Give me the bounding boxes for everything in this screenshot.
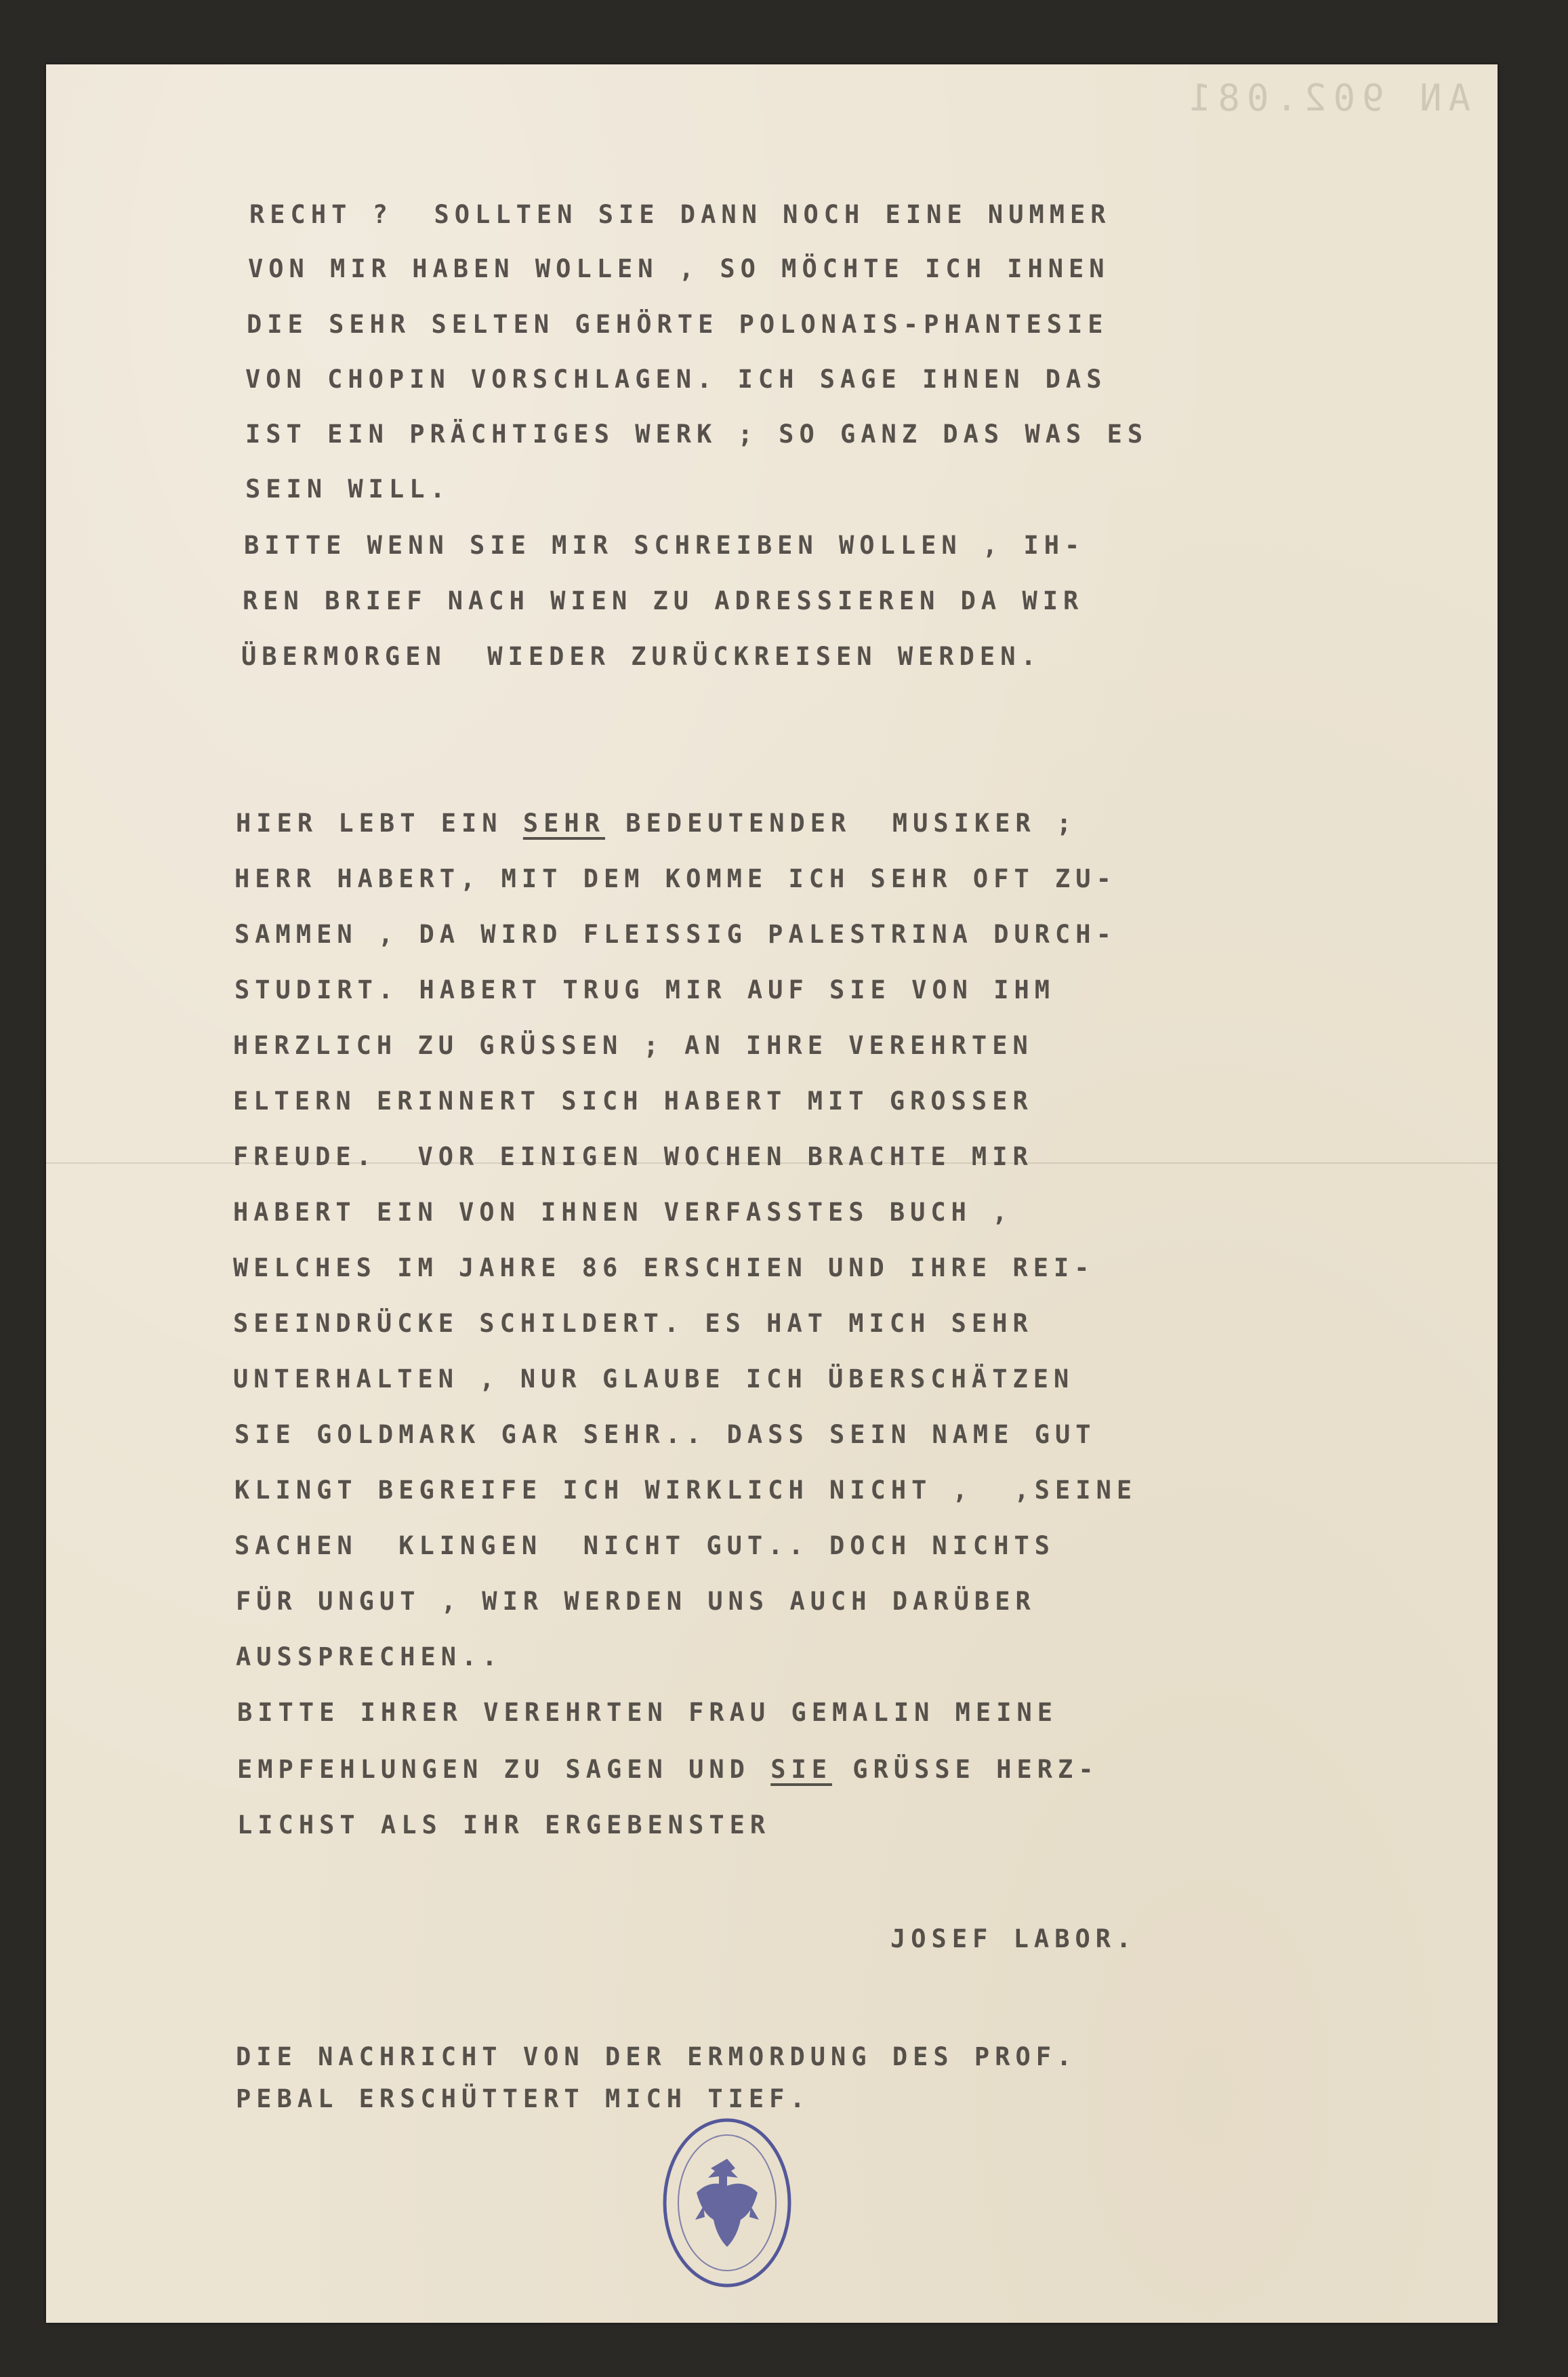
letter-line: VON CHOPIN VORSCHLAGEN. ICH SAGE IHNEN DAS	[245, 365, 1107, 394]
letter-line: BITTE WENN SIE MIR SCHREIBEN WOLLEN , IH-	[244, 531, 1086, 560]
letter-line	[236, 809, 1077, 838]
letter-line: STUDIRT. HABERT TRUG MIR AUF SIE VON IHM	[234, 975, 1056, 1004]
letter-line: IST EIN PRÄCHTIGES WERK ; SO GANZ DAS WAS ES	[245, 420, 1149, 449]
letter-line: AUSSPRECHEN..	[236, 1642, 503, 1671]
archive-number: AN 902.081	[1182, 77, 1470, 119]
eagle-icon	[695, 2159, 759, 2247]
library-stamp	[656, 2111, 798, 2294]
letter-line: UNTERHALTEN , NUR GLAUBE ICH ÜBERSCHÄTZEN	[233, 1364, 1075, 1394]
letter-sheet	[46, 64, 1498, 2323]
letter-line: RECHT ? SOLLTEN SIE DANN NOCH EINE NUMMER	[249, 200, 1111, 229]
letter-text: HIER LEBT EIN	[236, 809, 523, 838]
letter-line: WELCHES IM JAHRE 86 ERSCHIEN UND IHRE REI-	[233, 1253, 1095, 1282]
letter-text: GRÜSSE HERZ-	[832, 1755, 1099, 1784]
letter-line: HERZLICH ZU GRÜSSEN ; AN IHRE VEREHRTEN	[233, 1031, 1033, 1060]
letter-line: SIE GOLDMARK GAR SEHR.. DASS SEIN NAME GUT	[234, 1420, 1096, 1449]
letter-line: VON MIR HABEN WOLLEN , SO MÖCHTE ICH IHNEN	[248, 254, 1110, 283]
letter-line: SEEINDRÜCKE SCHILDERT. ES HAT MICH SEHR	[233, 1309, 1033, 1338]
letter-text: EMPFEHLUNGEN ZU SAGEN UND	[237, 1755, 771, 1784]
letter-line: FREUDE. VOR EINIGEN WOCHEN BRACHTE MIR	[233, 1142, 1033, 1171]
letter-line: REN BRIEF NACH WIEN ZU ADRESSIEREN DA WIR	[243, 586, 1084, 615]
letter-line: HABERT EIN VON IHNEN VERFASSTES BUCH ,	[233, 1198, 1013, 1227]
letter-text: BEDEUTENDER MUSIKER ;	[604, 809, 1077, 838]
letter-line: FÜR UNGUT , WIR WERDEN UNS AUCH DARÜBER	[236, 1587, 1036, 1616]
letter-line: SAMMEN , DA WIRD FLEISSIG PALESTRINA DURCH-	[234, 920, 1117, 949]
letter-line: SEIN WILL.	[245, 474, 451, 504]
postscript-line: DIE NACHRICHT VON DER ERMORDUNG DES PROF.	[236, 2042, 1077, 2071]
signature: JOSEF LABOR.	[890, 1924, 1137, 1953]
letter-line: ÜBERMORGEN WIEDER ZURÜCKREISEN WERDEN.	[241, 642, 1041, 671]
letter-line: KLINGT BEGREIFE ICH WIRKLICH NICHT , ,SEINE	[234, 1476, 1138, 1505]
postscript-line: PEBAL ERSCHÜTTERT MICH TIEF.	[236, 2084, 810, 2113]
letter-line: HERR HABERT, MIT DEM KOMME ICH SEHR OFT ZU-	[234, 864, 1117, 893]
letter-line: BITTE IHRER VEREHRTEN FRAU GEMALIN MEINE	[237, 1698, 1058, 1727]
underlined-word: SIE	[770, 1755, 833, 1784]
letter-line: SACHEN KLINGEN NICHT GUT.. DOCH NICHTS	[234, 1531, 1056, 1560]
underlined-word: SEHR	[522, 809, 605, 838]
letter-line: DIE SEHR SELTEN GEHÖRTE POLONAIS-PHANTESIE	[247, 310, 1109, 339]
letter-line: ELTERN ERINNERT SICH HABERT MIT GROSSER	[233, 1086, 1033, 1116]
letter-line	[237, 1755, 1099, 1784]
letter-line: LICHST ALS IHR ERGEBENSTER	[237, 1810, 771, 1840]
